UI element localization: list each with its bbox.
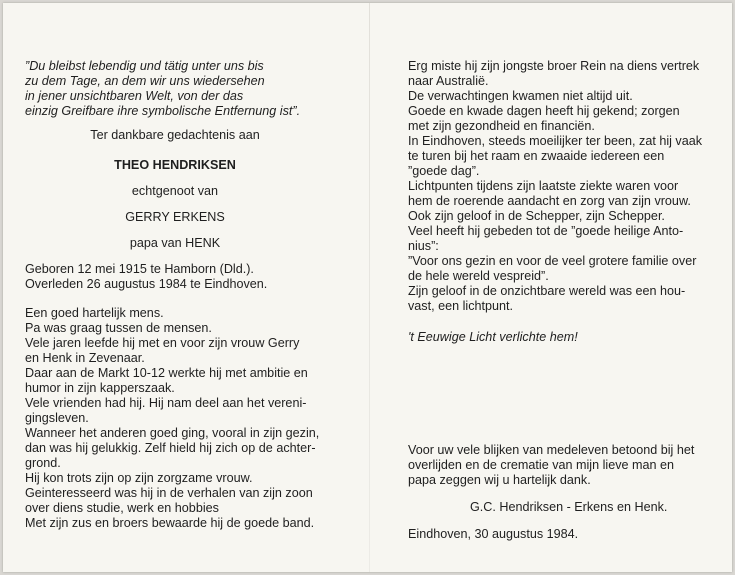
text-line: Veel heeft hij gebeden tot de ”goede heilige Anto- bbox=[408, 224, 684, 238]
text-line: Ook zijn geloof in de Schepper, zijn Schepper. bbox=[408, 209, 665, 223]
text-line: met zijn gezondheid en financiën. bbox=[408, 119, 595, 133]
quote-line: zu dem Tage, an dem wir uns wiedersehen bbox=[25, 74, 265, 88]
text-line: te turen bij het raam en zwaaide iedereen een bbox=[408, 149, 665, 163]
text-line: Lichtpunten tijdens zijn laatste ziekte waren voor bbox=[408, 179, 679, 193]
text-line: Wanneer het anderen goed ging, vooral in zijn gezin, bbox=[25, 426, 320, 440]
text-line: overlijden en de crematie van mijn lieve man en bbox=[408, 458, 675, 472]
text-line: Pa was graag tussen de mensen. bbox=[25, 321, 212, 335]
deceased-name: THEO HENDRIKSEN bbox=[114, 158, 236, 172]
text-line: Voor uw vele blijken van medeleven betoond bij het bbox=[408, 443, 695, 457]
text-line: Goede en kwade dagen heeft hij gekend; zorgen bbox=[408, 104, 680, 118]
eternal-light-line: 't Eeuwige Licht verlichte hem! bbox=[408, 330, 578, 344]
text-line: en Henk in Zevenaar. bbox=[25, 351, 145, 365]
text-line: Een goed hartelijk mens. bbox=[25, 306, 164, 320]
text-line: grond. bbox=[25, 456, 61, 470]
text-line: dan was hij gelukkig. Zelf hield hij zich op de achter- bbox=[25, 441, 316, 455]
biography-continued bbox=[408, 59, 708, 314]
spouse-name: GERRY ERKENS bbox=[125, 210, 225, 224]
memory-line: Ter dankbare gedachtenis aan bbox=[90, 128, 260, 142]
quote-line: einzig Greifbare ihre symbolische Entfernung ist”. bbox=[25, 104, 301, 118]
quote-line: in jener unsichtbaren Welt, von der das bbox=[25, 89, 244, 103]
death-line: Overleden 26 augustus 1984 te Eindhoven. bbox=[25, 277, 268, 291]
text-line: Met zijn zus en broers bewaarde hij de goede band. bbox=[25, 516, 315, 530]
text-line: hem de roerende aandacht en zorg van zijn vrouw. bbox=[408, 194, 691, 208]
text-line: humor in zijn kapperszaak. bbox=[25, 381, 175, 395]
left-page bbox=[25, 59, 345, 531]
birth-line: Geboren 12 mei 1915 te Hamborn (Dld.). bbox=[25, 262, 254, 276]
father-of: papa van HENK bbox=[129, 236, 221, 250]
biography-text bbox=[25, 306, 345, 531]
card-fold bbox=[369, 3, 370, 572]
text-line: gingsleven. bbox=[25, 411, 89, 425]
quote-line: ”Du bleibst lebendig und tätig unter uns bis bbox=[25, 59, 264, 73]
right-page bbox=[408, 59, 708, 542]
spouse-label: echtgenoot van bbox=[131, 184, 219, 198]
german-quote bbox=[25, 59, 345, 119]
memorial-card bbox=[3, 3, 732, 572]
place-date: Eindhoven, 30 augustus 1984. bbox=[408, 527, 579, 541]
text-line: Zijn geloof in de onzichtbare wereld was een hou- bbox=[408, 284, 686, 298]
text-line: papa zeggen wij u hartelijk dank. bbox=[408, 473, 591, 487]
text-line: Erg miste hij zijn jongste broer Rein na diens vertrek bbox=[408, 59, 700, 73]
text-line: ”Voor ons gezin en voor de veel grotere familie over bbox=[408, 254, 697, 268]
text-line: nius”: bbox=[408, 239, 439, 253]
text-line: Hij kon trots zijn op zijn zorgzame vrouw. bbox=[25, 471, 253, 485]
text-line: Vele vrienden had hij. Hij nam deel aan het vereni- bbox=[25, 396, 307, 410]
text-line: Geinteresseerd was hij in de verhalen van zijn zoon bbox=[25, 486, 313, 500]
thanks-text bbox=[408, 443, 708, 488]
text-line: De verwachtingen kwamen niet altijd uit. bbox=[408, 89, 633, 103]
text-line: over diens studie, werk en hobbies bbox=[25, 501, 219, 515]
text-line: Vele jaren leefde hij met en voor zijn vrouw Gerry bbox=[25, 336, 300, 350]
text-line: ”goede dag”. bbox=[408, 164, 480, 178]
text-line: naar Australië. bbox=[408, 74, 489, 88]
text-line: vast, een lichtpunt. bbox=[408, 299, 514, 313]
text-line: de hele wereld vespreid”. bbox=[408, 269, 549, 283]
text-line: In Eindhoven, steeds moeilijker ter been, zat hij vaak bbox=[408, 134, 703, 148]
signature-line: G.C. Hendriksen - Erkens en Henk. bbox=[470, 500, 668, 514]
text-line: Daar aan de Markt 10-12 werkte hij met ambitie en bbox=[25, 366, 308, 380]
